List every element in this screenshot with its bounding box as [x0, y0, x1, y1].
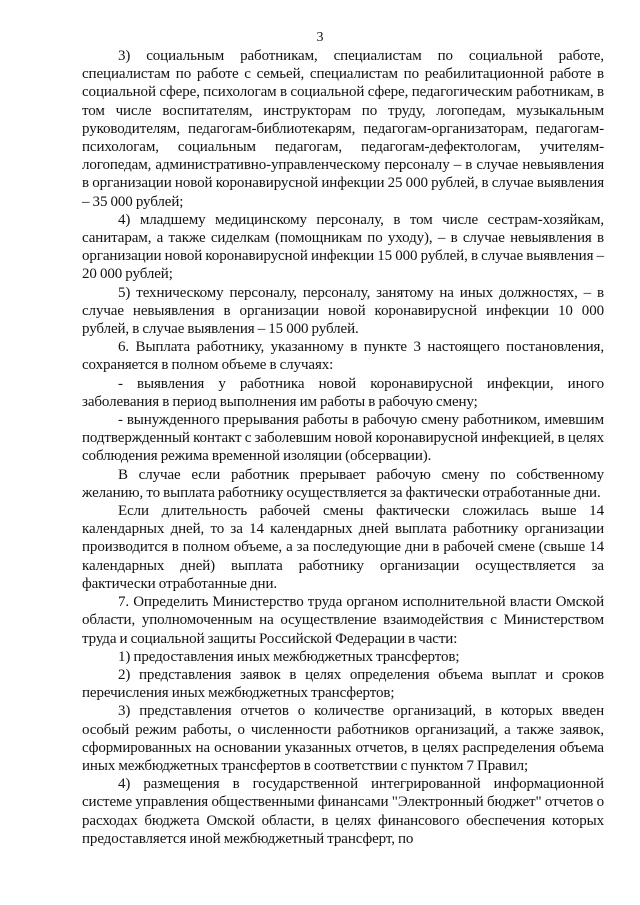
page-number: 3	[316, 30, 324, 45]
paragraph-subitem-1: 1) предоставления иных межбюджетных трансфертов;	[118, 648, 460, 665]
paragraph-shift-length: Если длительность рабочей смены фактически сложилась выше 14 календарных дней, то за 14 календарных дней выплата работнику организации производится в полном объеме, а за последующие дни в рабочей смене (свыше 14 календарных дней) выплата работнику организации осуществляется за фактически отработанные дни.	[82, 503, 604, 592]
paragraph-own-will: В случае если работник прерывает рабочую смену по собственному желанию, то выплата работнику осуществляется за фактически отработанные дни.	[82, 466, 604, 501]
paragraph-item-3: 3) социальным работникам, специалистам по социальной работе, специалистам по работе с семьей, специалистам по реабилитационной работе в социальной сфере, психологам в социальной сфере, педагогическим работникам, в том числе воспитателям, инструкторам по труду, логопедам, музыкальным руководителям, педагогам-библиотекарям, педагогам-организаторам, педагогам-психологам, социальным педагогам, педагогам-дефектологам, учителям-логопедам, административно-управленческому персоналу – в случае невыявления в организации новой коронавирусной инфекции 25 000 рублей, в случае выявления – 35 000 рублей;	[82, 48, 604, 210]
document-body	[82, 47, 604, 848]
paragraph-clause-7: 7. Определить Министерство труда органом исполнительной власти Омской области, уполномоченным на осуществление взаимодействия с Министерством труда и социальной защиты Российской Федерации в части:	[82, 594, 604, 647]
paragraph-subitem-3: 3) представления отчетов о количестве организаций, в которых введен особый режим работы, о численности работников организаций, а также заявок, сформированных на основании указанных отчетов, в целях распределения объема иных межбюджетных трансфертов в соответствии с пунктом 7 Правил;	[82, 703, 604, 774]
paragraph-item-5: 5) техническому персоналу, персоналу, занятому на иных должностях, – в случае невыявления в организации новой коронавирусной инфекции 10 000 рублей, в случае выявления – 15 000 рублей.	[82, 284, 604, 338]
paragraph-subitem-2: 2) представления заявок в целях определения объема выплат и сроков перечисления иных межбюджетных трансфертов;	[82, 666, 604, 702]
paragraph-item-4: 4) младшему медицинскому персоналу, в том числе сестрам-хозяйкам, санитарам, а также сиделкам (помощникам по уходу), – в случае невыявления в организации новой коронавирусной инфекции 15 000 рублей, в случае выявления – 20 000 рублей;	[82, 211, 604, 283]
bullet-interruption: - вынужденного прерывания работы в рабочую смену работником, имевшим подтвержденный контакт с заболевшим новой коронавирусной инфекцией, в целях соблюдения режима временной изоляции (обсервации).	[82, 412, 604, 465]
bullet-detection: - выявления у работника новой коронавирусной инфекции, иного заболевания в период выполнения им работы в рабочую смену;	[82, 375, 604, 410]
paragraph-subitem-4: 4) размещения в государственной интегрированной информационной системе управления общественными финансами "Электронный бюджет" отчетов о расходах бюджета Омской области, в целях финансового обеспечения которых предоставляется иной межбюджетный трансферт, по	[82, 776, 604, 847]
paragraph-clause-6: 6. Выплата работнику, указанному в пункте 3 настоящего постановления, сохраняется в полном объеме в случаях:	[82, 339, 604, 374]
